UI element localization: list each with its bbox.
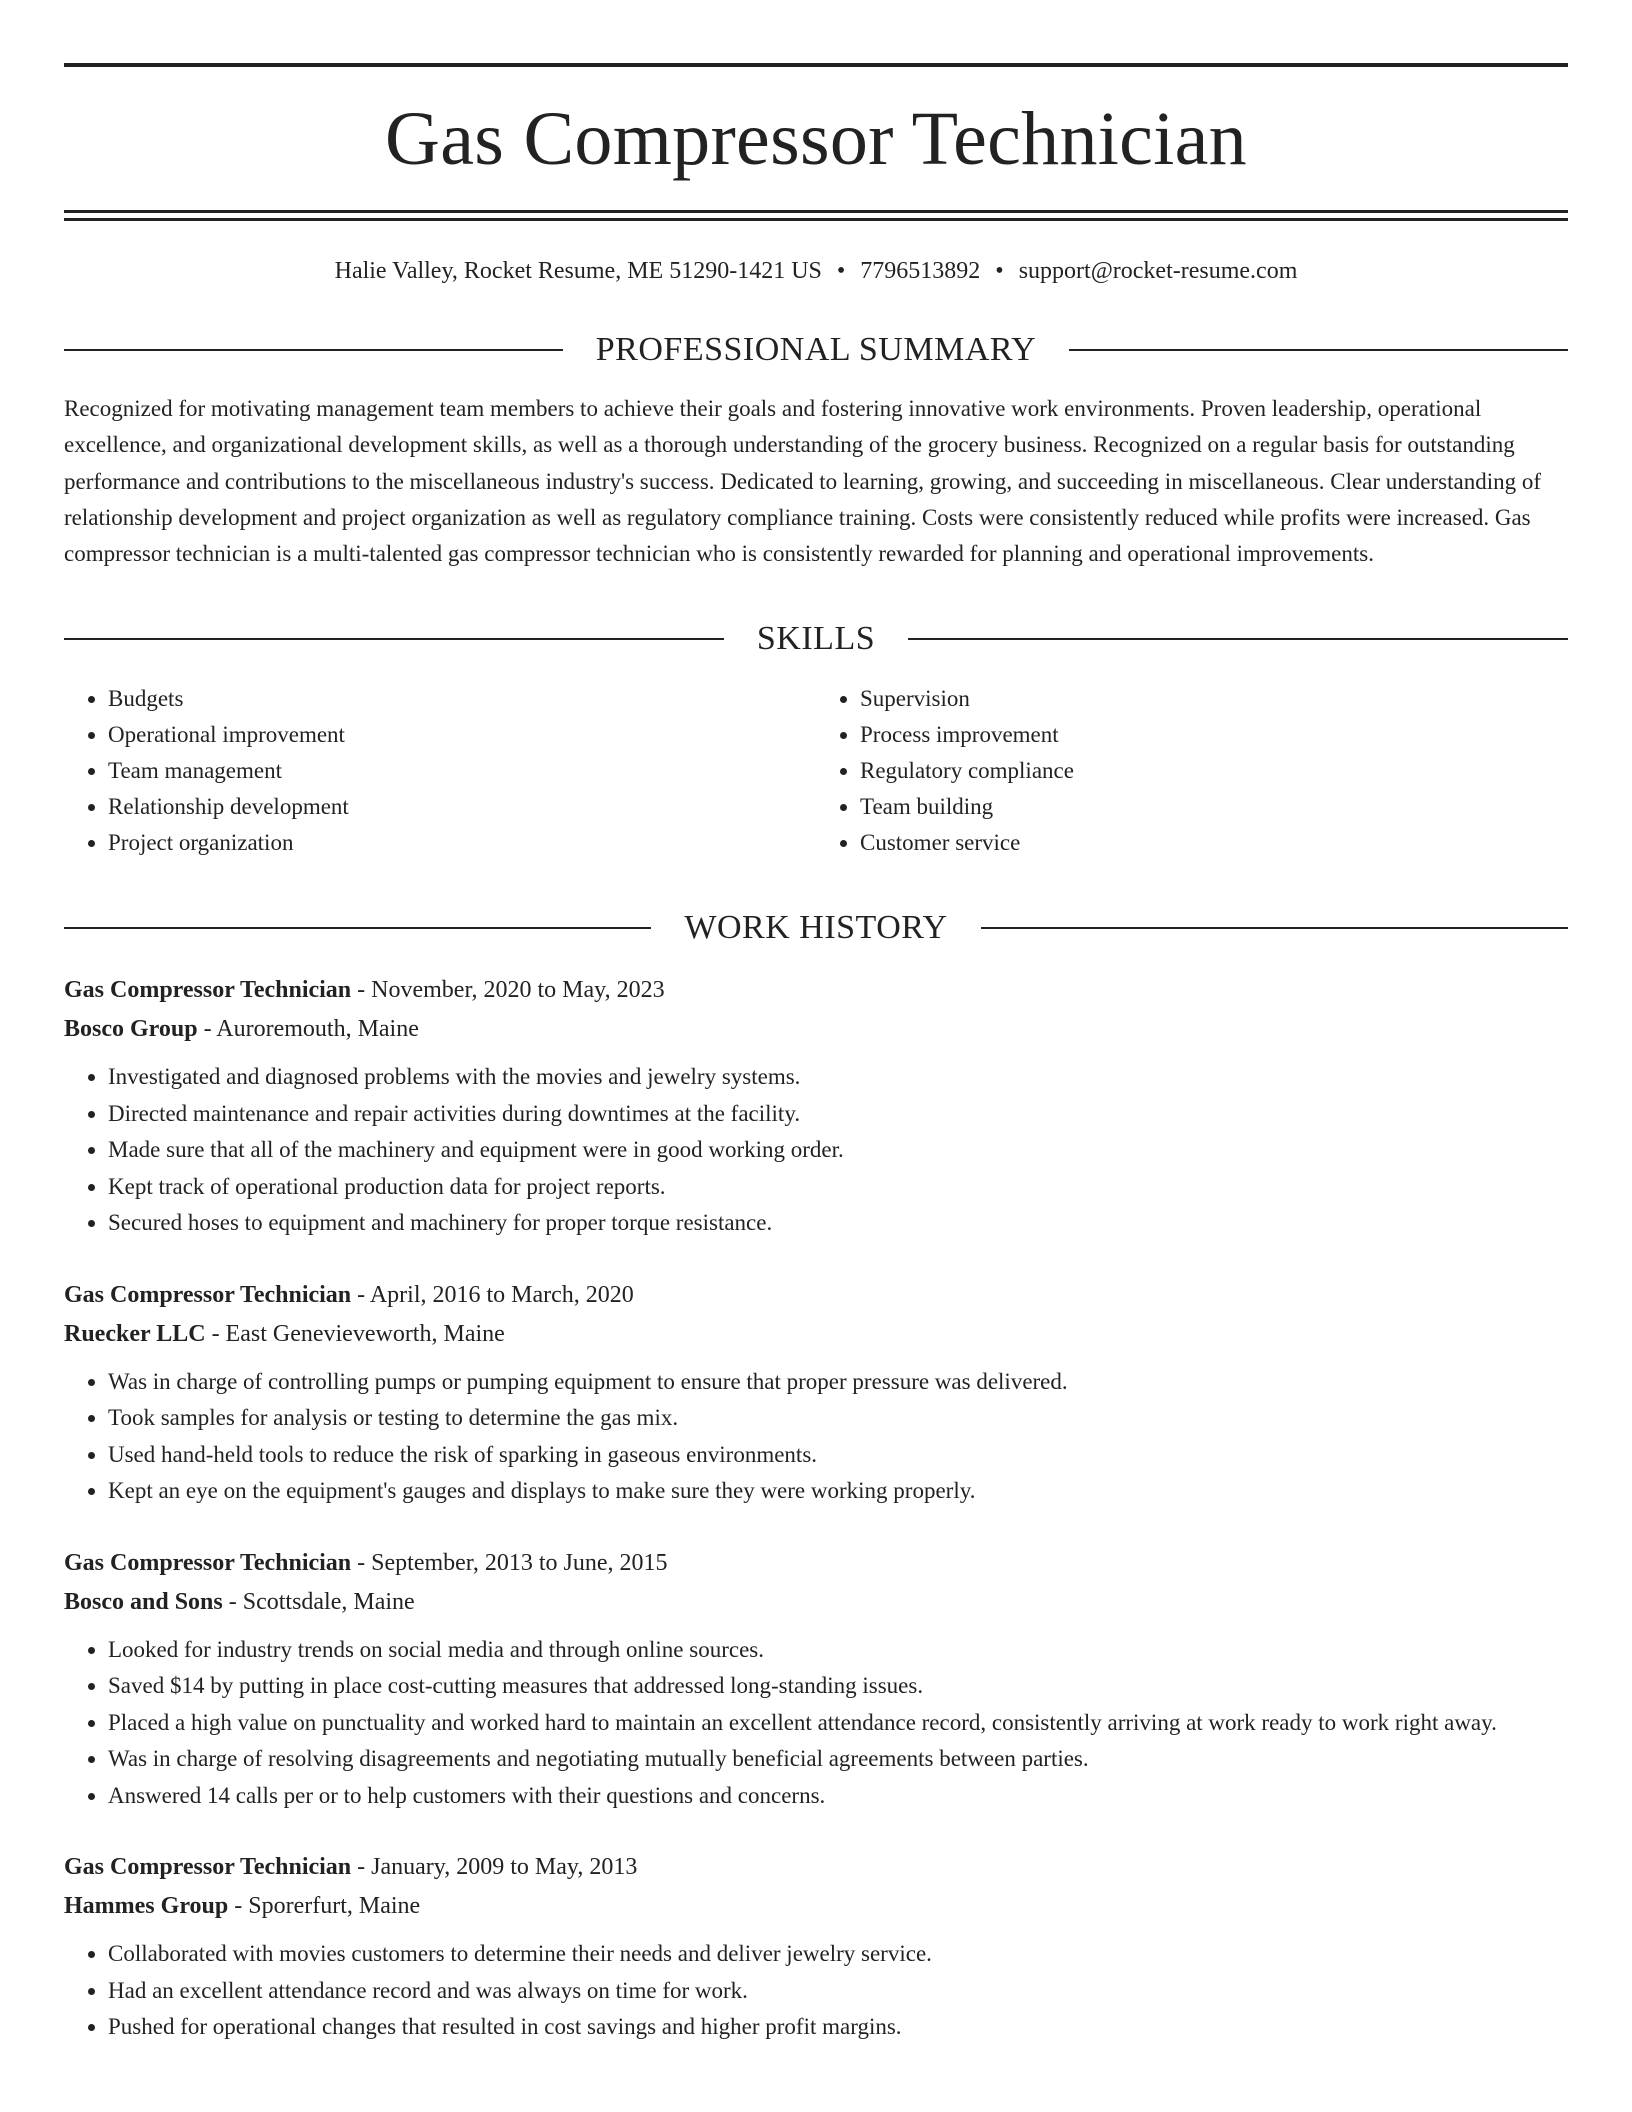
skills-heading [64,622,1568,656]
skill-item: • Regulatory compliance [860,753,1568,789]
job-location: - Scottsdale, Maine [222,1588,415,1615]
job-bullet: • Used hand-held tools to reduce the risk of sparking in gaseous environments. [108,1437,1568,1474]
skill-item: • Operational improvement [108,717,816,753]
job-bullet: • Kept an eye on the equipment's gauges and displays to make sure they were working properly. [108,1473,1568,1510]
heading-rule [64,638,724,640]
job-entry [64,971,1568,1242]
skill-item: • Customer service [860,825,1568,861]
skill-item: • Supervision [860,681,1568,717]
job-bullet: • Placed a high value on punctuality and worked hard to maintain an excellent attendance record, consistently arriving at work ready to work right away. [108,1705,1568,1742]
job-dates: - November, 2020 to May, 2023 [351,977,665,1004]
contact-email: support@rocket-resume.com [1018,258,1298,284]
skills-list [64,681,1568,861]
job-location: - Sporerfurt, Maine [228,1893,421,1920]
job-entry [64,1276,1568,1510]
job-title: Gas Compressor Technician [64,1854,352,1881]
job-company-line [64,1887,1568,1926]
job-title-line [64,1544,1568,1583]
heading-rule [64,927,651,929]
job-bullet: • Made sure that all of the machinery and equipment were in good working order. [108,1132,1568,1169]
skill-item: • Relationship development [108,789,816,825]
job-bullets [64,1936,1568,2046]
job-entry [64,1544,1568,1815]
job-title: Gas Compressor Technician [64,977,352,1004]
job-company: Bosco and Sons [64,1588,223,1615]
job-bullet: • Took samples for analysis or testing to determine the gas mix. [108,1400,1568,1437]
resume-page [64,63,1568,2046]
heading-rule [981,927,1568,929]
job-company-line [64,1010,1568,1049]
contact-phone: 7796513892 [860,258,981,284]
skill-item: • Budgets [108,681,816,717]
skills-column-left [64,681,816,861]
heading-rule [908,638,1568,640]
summary-text: Recognized for motivating management team members to achieve their goals and fostering innovative work environments. Proven leadership, operational excellence, and organizational development skills, as well as a thorough understanding of the grocery business. Recognized on a regular basis for outstanding performance and contributions to the miscellaneous industry's success. Dedicated to learning, growing, and succeeding in miscellaneous. Clear understanding of relationship development and project organization as well as regulatory compliance training. Costs were consistently reduced while profits were increased. Gas compressor technician is a multi-talented gas compressor technician who is consistently rewarded for planning and operational improvements. [64,396,1542,567]
job-bullet: • Had an excellent attendance record and was always on time for work. [108,1973,1568,2010]
job-bullet: • Directed maintenance and repair activities during downtimes at the facility. [108,1096,1568,1133]
job-company: Bosco Group [64,1016,198,1043]
job-bullet: • Secured hoses to equipment and machinery for proper torque resistance. [108,1205,1568,1242]
heading-rule [1069,349,1568,351]
skill-item: • Team building [860,789,1568,825]
job-bullet: • Was in charge of resolving disagreements and negotiating mutually beneficial agreements between parties. [108,1741,1568,1778]
job-title-line [64,1276,1568,1315]
job-dates: - April, 2016 to March, 2020 [351,1281,634,1308]
skills-column-right [816,681,1568,861]
job-dates: - January, 2009 to May, 2013 [351,1854,638,1881]
work-history-heading [64,911,1568,945]
top-divider [64,63,1568,67]
job-location: - East Genevieveworth, Maine [205,1320,505,1347]
job-bullets [64,1364,1568,1510]
job-bullets [64,1632,1568,1815]
job-bullet: • Kept track of operational production data for project reports. [108,1169,1568,1206]
skills-heading-label: SKILLS [756,620,876,658]
job-dates: - September, 2013 to June, 2015 [351,1549,668,1576]
work-history-heading-label: WORK HISTORY [684,909,948,947]
job-location: - Auroremouth, Maine [197,1016,419,1043]
job-company-line [64,1583,1568,1622]
contact-separator: • [995,258,1004,284]
job-bullet: • Was in charge of controlling pumps or pumping equipment to ensure that proper pressure was delivered. [108,1364,1568,1401]
job-title: Gas Compressor Technician [64,1549,352,1576]
job-company: Hammes Group [64,1893,229,1920]
heading-rule [64,349,563,351]
contact-address: Halie Valley, Rocket Resume, ME 51290-1421 US [334,258,822,284]
job-title-line [64,971,1568,1010]
job-bullet: • Answered 14 calls per or to help customers with their questions and concerns. [108,1778,1568,1815]
job-entry [64,1848,1568,2046]
contact-separator: • [836,258,846,284]
summary-heading [64,333,1568,367]
resume-title: Gas Compressor Technician [385,97,1247,181]
job-title-line [64,1848,1568,1887]
job-company: Ruecker LLC [64,1320,206,1347]
job-bullet: • Looked for industry trends on social media and through online sources. [108,1632,1568,1669]
contact-info [64,259,1568,283]
job-bullets [64,1059,1568,1242]
job-title: Gas Compressor Technician [64,1281,352,1308]
skill-item: • Project organization [108,825,816,861]
skill-item: • Process improvement [860,717,1568,753]
summary-heading-label: PROFESSIONAL SUMMARY [595,331,1037,368]
job-bullet: • Investigated and diagnosed problems with the movies and jewelry systems. [108,1059,1568,1096]
header-double-divider [64,210,1568,221]
job-bullet: • Saved $14 by putting in place cost-cutting measures that addressed long-standing issues. [108,1668,1568,1705]
job-company-line [64,1315,1568,1354]
job-bullet: • Collaborated with movies customers to determine their needs and deliver jewelry service. [108,1936,1568,1973]
skill-item: • Team management [108,753,816,789]
job-bullet: • Pushed for operational changes that resulted in cost savings and higher profit margins. [108,2009,1568,2046]
